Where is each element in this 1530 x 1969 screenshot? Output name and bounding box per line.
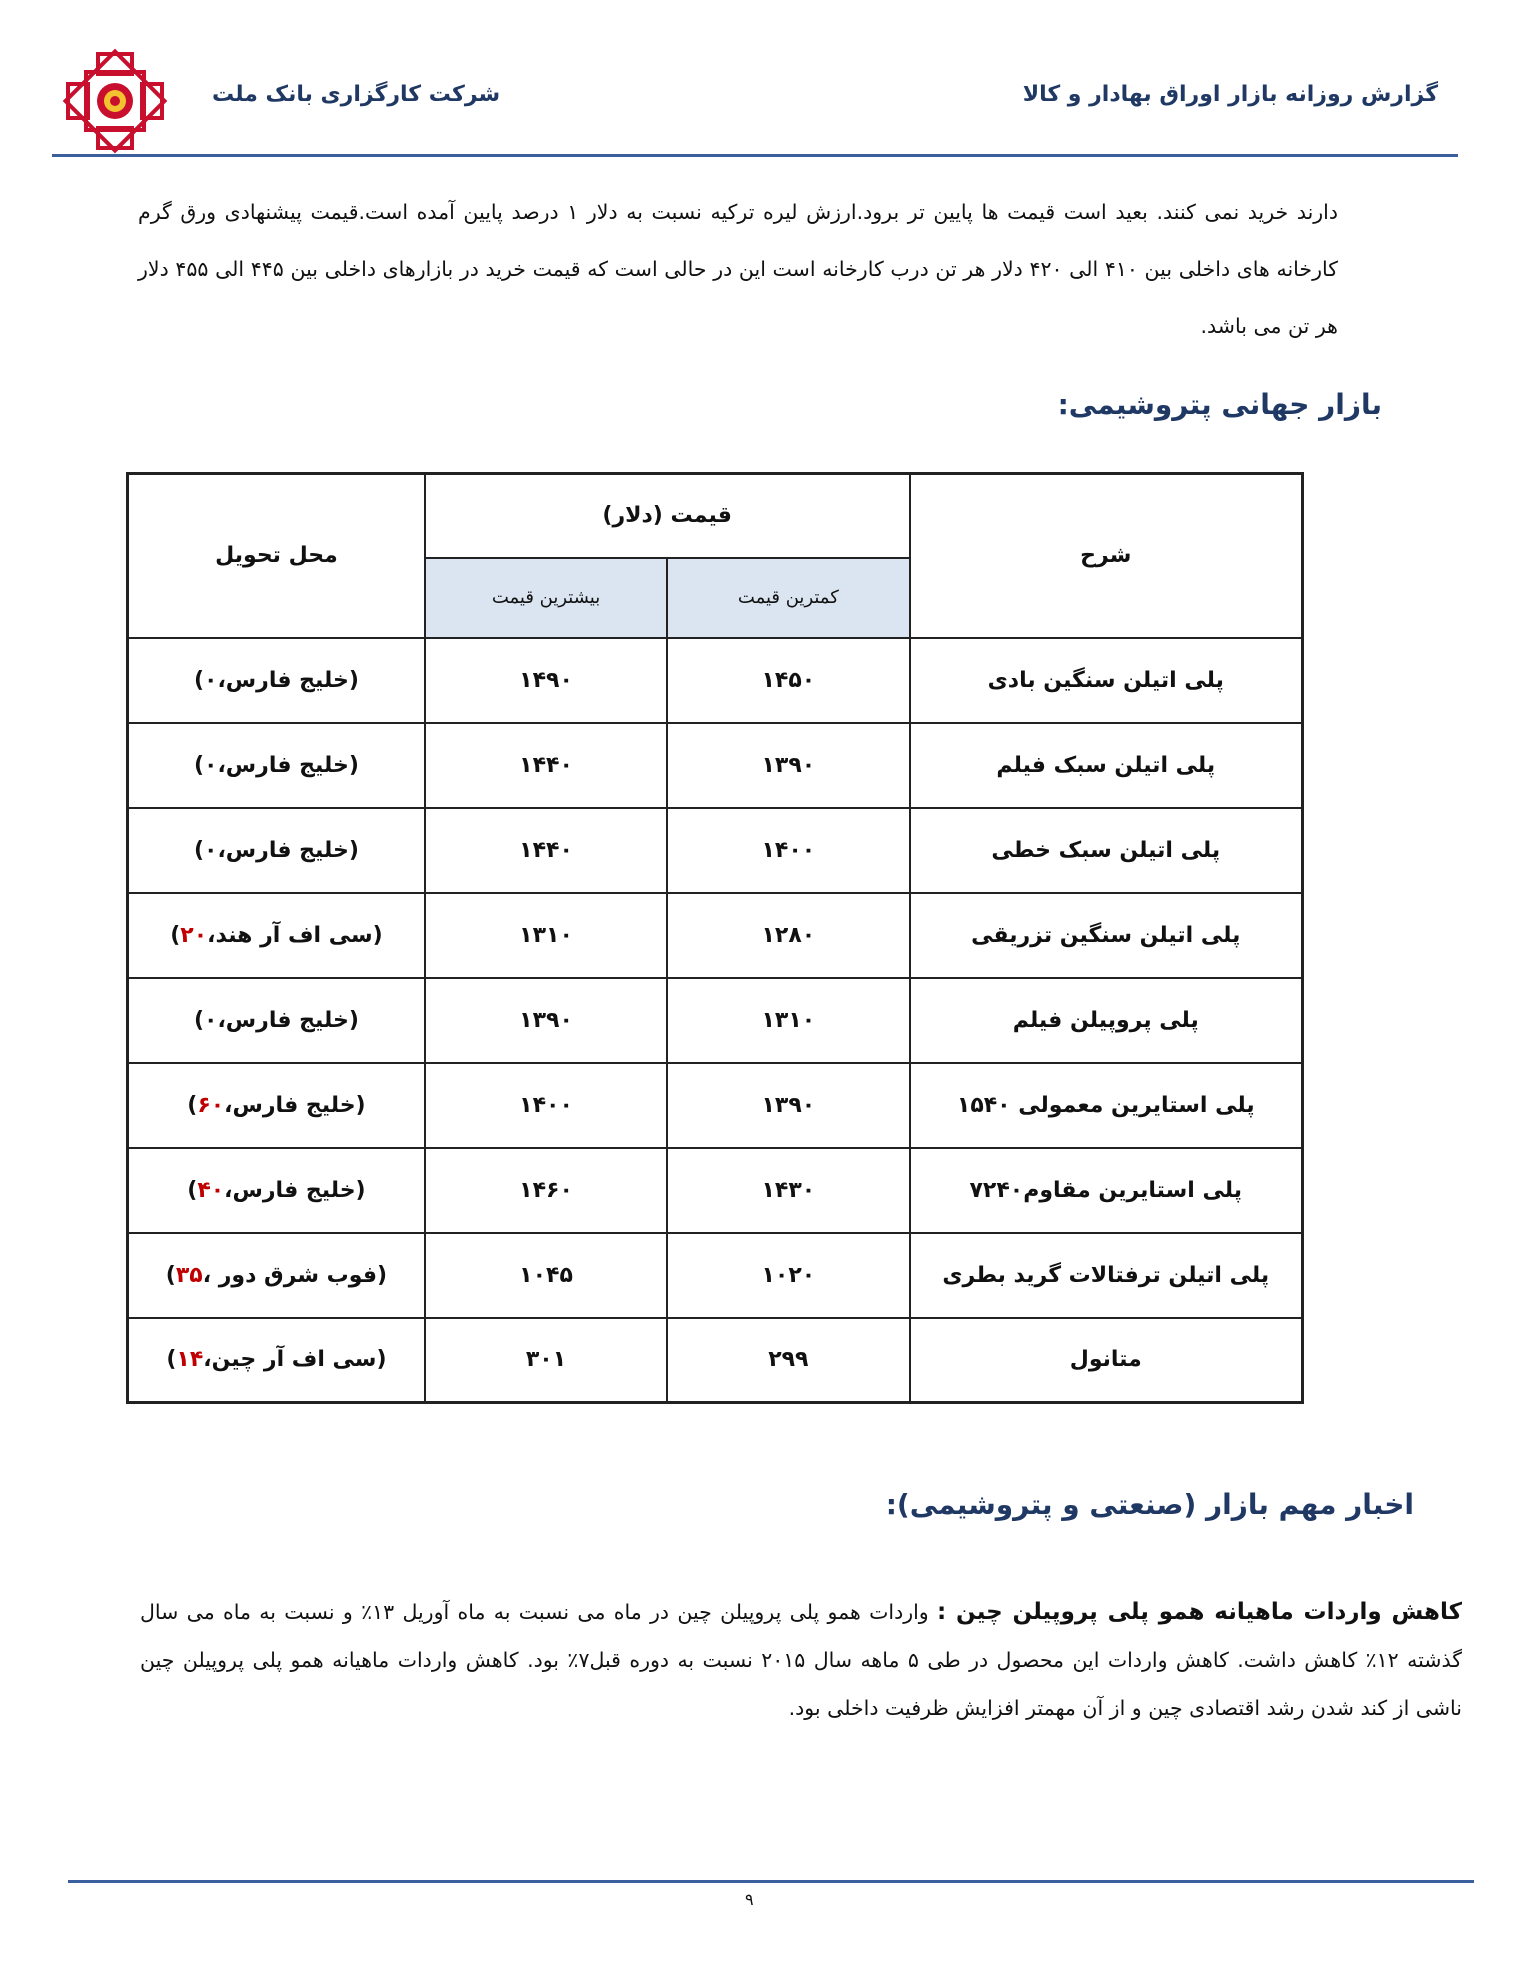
table-row — [128, 1318, 1303, 1403]
delivery-place: (خلیج فارس،۴۰) — [128, 1148, 425, 1233]
delivery-place: (خلیج فارس،۰) — [128, 723, 425, 808]
product-name: پلی اتیلن سبک فیلم — [910, 723, 1303, 808]
price-change: ۴۰ — [197, 1177, 225, 1203]
min-price: ۱۲۸۰ — [667, 893, 909, 978]
min-price: ۱۳۹۰ — [667, 1063, 909, 1148]
product-name: متانول — [910, 1318, 1303, 1403]
delivery-place: (سی اف آر هند،۲۰) — [128, 893, 425, 978]
max-price: ۱۴۶۰ — [425, 1148, 667, 1233]
table-row — [128, 1148, 1303, 1233]
delivery-location: (سی اف آر هند، — [207, 922, 383, 948]
price-change: ۰ — [204, 667, 218, 693]
price-table — [126, 472, 1304, 1404]
delivery-place: (خلیج فارس،۰) — [128, 808, 425, 893]
min-price: ۱۰۲۰ — [667, 1233, 909, 1318]
price-change: ۱۴ — [176, 1347, 204, 1373]
min-price: ۱۳۹۰ — [667, 723, 909, 808]
delivery-location: (خلیج فارس، — [224, 1177, 366, 1203]
delivery-location: (خلیج فارس، — [224, 1092, 366, 1118]
price-change: ۳۵ — [175, 1262, 203, 1288]
news-paragraph — [140, 1588, 1462, 1732]
price-change: ۰ — [204, 752, 218, 778]
header-description: شرح — [910, 474, 1303, 638]
product-name: پلی اتیلن سنگین بادی — [910, 638, 1303, 723]
max-price: ۱۴۰۰ — [425, 1063, 667, 1148]
delivery-location: (خلیج فارس، — [217, 667, 359, 693]
product-name: پلی استایرین مقاوم۷۲۴۰ — [910, 1148, 1303, 1233]
product-name: پلی اتیلن سبک خطی — [910, 808, 1303, 893]
section-title-petrochemical: بازار جهانی پتروشیمی: — [1057, 388, 1382, 421]
table-row — [128, 1233, 1303, 1318]
table-row — [128, 893, 1303, 978]
intro-paragraph: دارند خرید نمی کنند. بعید است قیمت ها پایین تر برود.ارزش لیره ترکیه نسبت به دلار ۱ درصد پایین آمده است.قیمت پیشنهادی ورق گرم کارخانه های داخلی بین ۴۱۰ الی ۴۲۰ دلار هر تن درب کارخانه است این در حالی است که قیمت خرید در بازارهای داخلی بین ۴۴۵ الی ۴۵۵ دلار هر تن می باشد. — [138, 200, 1339, 338]
min-price: ۲۹۹ — [667, 1318, 909, 1403]
max-price: ۱۴۹۰ — [425, 638, 667, 723]
report-title: گزارش روزانه بازار اوراق بهادار و کالا — [1022, 82, 1438, 107]
news-body: واردات همو پلی پروپیلن چین در ماه می نسبت به ماه آوریل ۱۳٪ و نسبت به ماه می سال گذشته ۱۲٪ کاهش داشت. کاهش واردات این محصول در طی ۵ ماهه سال ۲۰۱۵ نسبت به دوره قبل۷٪ بود. کاهش واردات ماهیانه همو پلی پروپیلن چین ناشی از کند شدن رشد اقتصادی چین و از آن مهمتر افزایش ظرفیت داخلی بود. — [140, 1600, 1462, 1720]
product-name: پلی استایرین معمولی ۱۵۴۰ — [910, 1063, 1303, 1148]
price-change: ۰ — [204, 1007, 218, 1033]
max-price: ۱۳۱۰ — [425, 893, 667, 978]
max-price: ۱۴۴۰ — [425, 723, 667, 808]
delivery-location: (فوب شرق دور ، — [202, 1262, 388, 1288]
header-divider — [52, 154, 1458, 157]
max-price: ۱۴۴۰ — [425, 808, 667, 893]
delivery-place: (خلیج فارس،۶۰) — [128, 1063, 425, 1148]
price-change: ۰ — [204, 837, 218, 863]
min-price: ۱۴۳۰ — [667, 1148, 909, 1233]
price-change: ۲۰ — [180, 922, 208, 948]
delivery-location: (خلیج فارس، — [217, 752, 359, 778]
table-row — [128, 1063, 1303, 1148]
max-price: ۳۰۱ — [425, 1318, 667, 1403]
delivery-location: (خلیج فارس، — [217, 1007, 359, 1033]
header-min-price: کمترین قیمت — [667, 558, 909, 638]
table-row — [128, 978, 1303, 1063]
delivery-place: (خلیج فارس،۰) — [128, 638, 425, 723]
table-row — [128, 638, 1303, 723]
price-change: ۶۰ — [197, 1092, 225, 1118]
product-name: پلی اتیلن ترفتالات گرید بطری — [910, 1233, 1303, 1318]
news-headline: کاهش واردات ماهیانه همو پلی پروپیلن چین : — [937, 1599, 1462, 1625]
product-name: پلی اتیلن سنگین تزریقی — [910, 893, 1303, 978]
delivery-location: (سی اف آر چین، — [203, 1347, 387, 1373]
header-delivery: محل تحویل — [128, 474, 425, 638]
footer-divider — [68, 1880, 1474, 1883]
delivery-place: (خلیج فارس،۰) — [128, 978, 425, 1063]
min-price: ۱۴۰۰ — [667, 808, 909, 893]
bank-logo-icon — [60, 46, 170, 156]
table-row — [128, 808, 1303, 893]
min-price: ۱۳۱۰ — [667, 978, 909, 1063]
max-price: ۱۳۹۰ — [425, 978, 667, 1063]
header-max-price: بیشترین قیمت — [425, 558, 667, 638]
company-name: شرکت کارگزاری بانک ملت — [212, 82, 501, 107]
max-price: ۱۰۴۵ — [425, 1233, 667, 1318]
product-name: پلی پروپیلن فیلم — [910, 978, 1303, 1063]
min-price: ۱۴۵۰ — [667, 638, 909, 723]
section-title-news: اخبار مهم بازار (صنعتی و پتروشیمی): — [885, 1488, 1414, 1521]
delivery-place: (سی اف آر چین،۱۴) — [128, 1318, 425, 1403]
header-price: قیمت (دلار) — [425, 474, 910, 558]
delivery-place: (فوب شرق دور ،۳۵) — [128, 1233, 425, 1318]
delivery-location: (خلیج فارس، — [217, 837, 359, 863]
page-number: ۹ — [745, 1890, 754, 1909]
table-row — [128, 723, 1303, 808]
